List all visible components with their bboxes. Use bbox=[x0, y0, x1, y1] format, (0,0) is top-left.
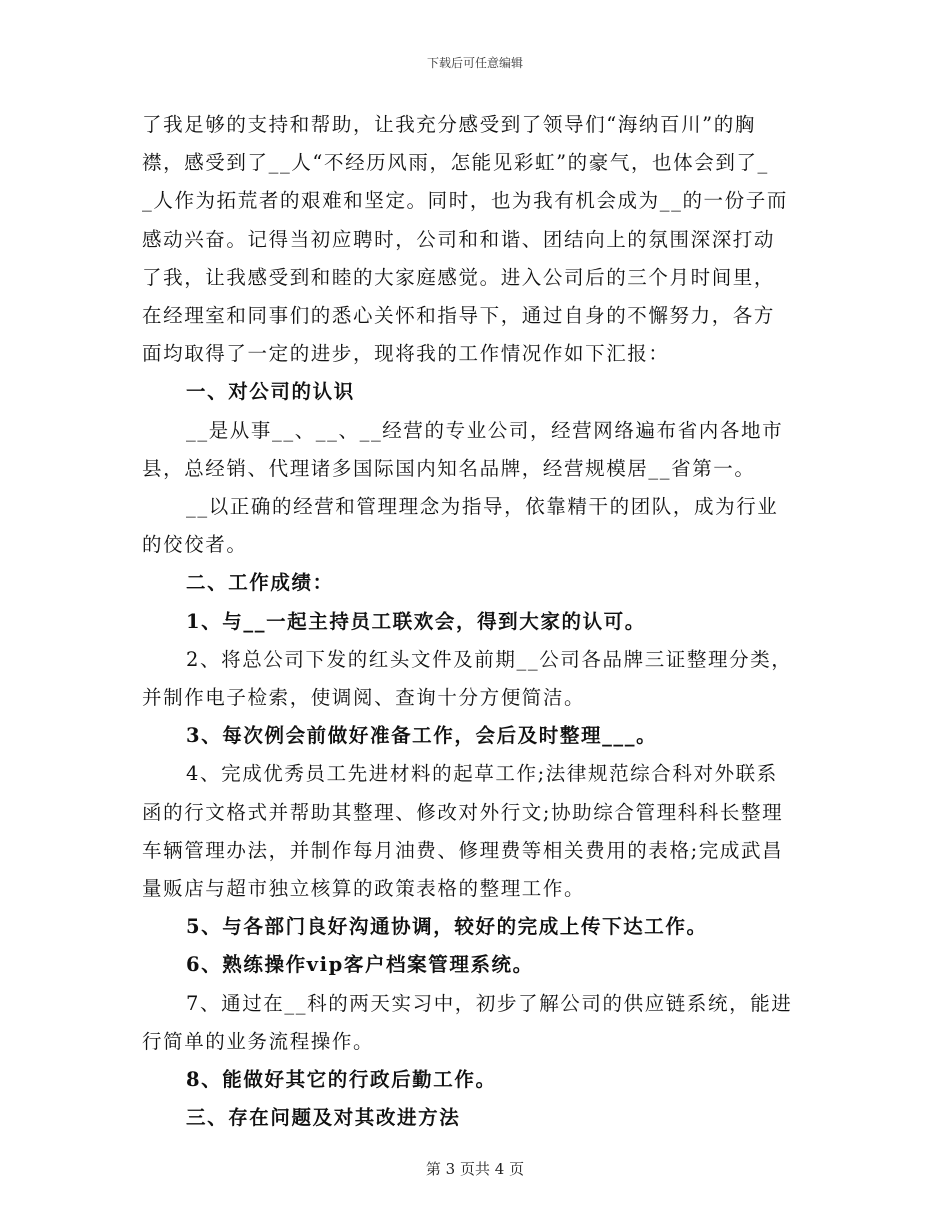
section-heading-line: 一、对公司的认识 bbox=[186, 380, 355, 404]
paragraph-line: 县，总经销、代理诸多国际国内知名品牌，经营规模居__省第一。 bbox=[142, 456, 756, 480]
paragraph-line: 函的行文格式并帮助其整理、修改对外行文;协助综合管理科科长整理 bbox=[142, 800, 784, 824]
paragraph-line: 并制作电子检索，使调阅、查询十分方便简洁。 bbox=[142, 686, 586, 709]
page-header: 下载后可任意编辑 bbox=[426, 56, 523, 70]
paragraph-line: 在经理室和同事们的悉心关怀和指导下，通过自身的不懈努力，各方 bbox=[142, 304, 776, 327]
paragraph-line: 襟，感受到了__人“不经历风雨，怎能见彩虹”的豪气，也体会到了_ bbox=[142, 151, 769, 175]
paragraph-line: 量贩店与超市独立核算的政策表格的整理工作。 bbox=[142, 877, 586, 900]
section-heading-line: 1、与__一起主持员工联欢会，得到大家的认可。 bbox=[186, 609, 646, 633]
section-heading-line: 二、工作成绩： bbox=[186, 571, 334, 595]
paragraph-line: __以正确的经营和管理理念为指导，依靠精干的团队，成为行业 bbox=[186, 495, 779, 518]
section-heading-line: 8、能做好其它的行政后勤工作。 bbox=[186, 1068, 497, 1091]
paragraph-line: 的佼佼者。 bbox=[142, 533, 248, 557]
paragraph-line: 7、通过在__科的两天实习中，初步了解公司的供应链系统，能进 bbox=[186, 991, 793, 1015]
paragraph-line: 面均取得了一定的进步，现将我的工作情况作如下汇报： bbox=[142, 342, 670, 366]
section-heading-line: 三、存在问题及对其改进方法 bbox=[186, 1106, 461, 1130]
paragraph-line: 了我足够的支持和帮助，让我充分感受到了领导们“海纳百川”的胸 bbox=[142, 113, 756, 136]
paragraph-line: 感动兴奋。记得当初应聘时，公司和和谐、团结向上的氛围深深打动 bbox=[142, 227, 776, 251]
section-heading-line: 6、熟练操作vip客户档案管理系统。 bbox=[186, 953, 534, 977]
paragraph-line: 2、将总公司下发的红头文件及前期__公司各品牌三证整理分类， bbox=[186, 647, 793, 671]
paragraph-line: 4、完成优秀员工先进材料的起草工作;法律规范综合科对外联系 bbox=[186, 762, 778, 786]
paragraph-line: 行简单的业务流程操作。 bbox=[142, 1029, 375, 1053]
paragraph-line: __是从事__、__、__经营的专业公司，经营网络遍布省内各地市 bbox=[186, 418, 784, 442]
paragraph-line: 车辆管理办法，并制作每月油费、修理费等相关费用的表格;完成武昌 bbox=[142, 838, 784, 862]
section-heading-line: 3、每次例会前做好准备工作，会后及时整理___。 bbox=[186, 724, 658, 748]
paragraph-line: _人作为拓荒者的艰难和坚定。同时，也为我有机会成为__的一份子而 bbox=[142, 189, 788, 213]
paragraph-line: 了我，让我感受到和睦的大家庭感觉。进入公司后的三个月时间里， bbox=[142, 265, 776, 289]
page-footer: 第 3 页共 4 页 bbox=[425, 1160, 525, 1178]
section-heading-line: 5、与各部门良好沟通协调，较好的完成上传下达工作。 bbox=[186, 915, 708, 939]
